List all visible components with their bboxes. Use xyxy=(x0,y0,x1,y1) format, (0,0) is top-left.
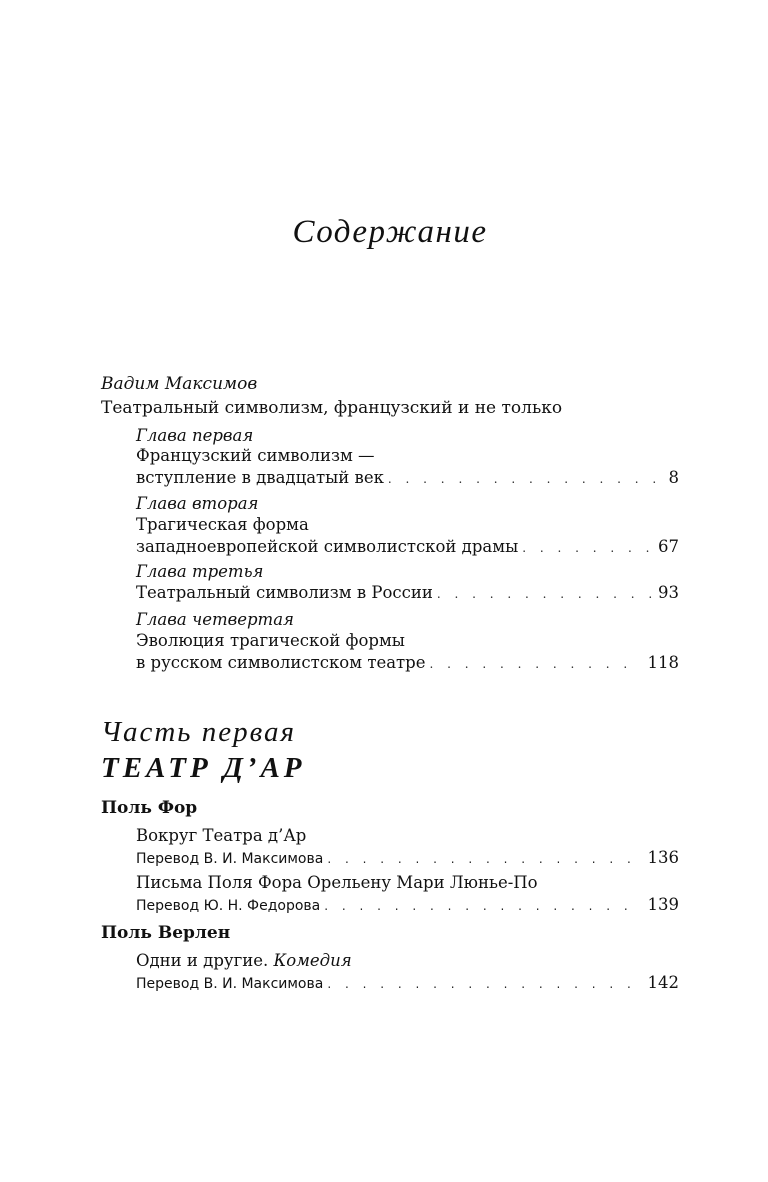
toc-entry[interactable] xyxy=(136,895,679,914)
part-label: Часть первая xyxy=(101,716,296,748)
chapter-title: Эволюция трагической формы xyxy=(136,631,405,650)
work-genre: Комедия xyxy=(273,951,352,970)
chapter-title: Французский символизм — xyxy=(136,446,375,465)
intro-author: Вадим Максимов xyxy=(101,374,258,394)
chapter-title: Трагическая форма xyxy=(136,515,309,534)
leader-dots xyxy=(388,472,663,486)
leader-dots xyxy=(327,852,641,866)
chapter-label: Глава вторая xyxy=(136,494,259,513)
translator-credit: Перевод В. И. Максимова xyxy=(136,851,324,867)
leader-dots xyxy=(327,977,641,991)
translator-credit: Перевод Ю. Н. Федорова xyxy=(136,898,321,914)
page-number: 67 xyxy=(658,537,679,556)
leader-dots xyxy=(324,899,641,913)
part-title: ТЕАТР Д’АР xyxy=(101,752,306,784)
page-number: 142 xyxy=(647,973,679,992)
chapter-title: Театральный символизм в России xyxy=(136,583,433,602)
toc-entry[interactable] xyxy=(136,973,679,992)
toc-entry[interactable] xyxy=(136,583,679,602)
work-title-line xyxy=(136,951,352,970)
page-number: 139 xyxy=(647,895,679,914)
author-name: Поль Фор xyxy=(101,798,198,818)
intro-title: Театральный символизм, французский и не только xyxy=(101,398,563,418)
toc-entry[interactable] xyxy=(136,468,679,487)
page-number: 8 xyxy=(668,468,679,487)
page-number: 118 xyxy=(647,653,679,672)
work-title: Одни и другие. xyxy=(136,951,269,970)
page-number: 93 xyxy=(658,583,679,602)
chapter-title: вступление в двадцатый век xyxy=(136,468,384,487)
chapter-label: Глава четвертая xyxy=(136,610,294,629)
work-title: Письма Поля Фора Орельену Мари Люнье-По xyxy=(136,873,538,892)
translator-credit: Перевод В. И. Максимова xyxy=(136,976,324,992)
chapter-label: Глава третья xyxy=(136,562,264,581)
work-title: Вокруг Театра д’Ар xyxy=(136,826,307,845)
chapter-title: в русском символистском театре xyxy=(136,653,426,672)
toc-entry[interactable] xyxy=(136,653,679,672)
page-number: 136 xyxy=(647,848,679,867)
toc-entry[interactable] xyxy=(136,848,679,867)
toc-entry[interactable] xyxy=(136,537,679,556)
chapter-label: Глава первая xyxy=(136,426,254,445)
leader-dots xyxy=(522,541,652,555)
chapter-title: западноевропейской символистской драмы xyxy=(136,537,519,556)
leader-dots xyxy=(430,657,642,671)
page-title: Содержание xyxy=(292,214,488,250)
leader-dots xyxy=(437,587,652,601)
author-name: Поль Верлен xyxy=(101,923,231,943)
